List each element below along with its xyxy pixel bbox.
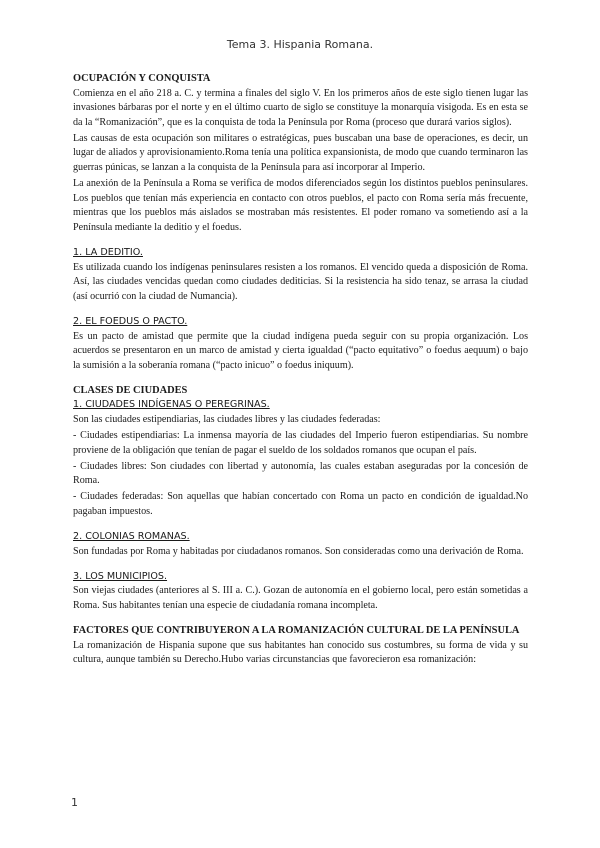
- paragraph: Comienza en el año 218 a. C. y termina a finales del siglo V. En los primeros años de este siglo tienen lugar las invasiones bárbaras por el norte y en el último cuarto de siglo se constituye la monarquía visigoda. Es en esta se da la “Romanización”, que es la conquista de toda la Península por Roma (proceso que durará varios siglos).: [73, 87, 528, 128]
- page-number: 1: [71, 796, 78, 809]
- paragraph: Son fundadas por Roma y habitadas por ciudadanos romanos. Son consideradas como una derivación de Roma.: [73, 545, 524, 557]
- subhead-municipios: 3. LOS MUNICIPIOS.: [73, 570, 168, 582]
- paragraph: La romanización de Hispania supone que sus habitantes han conocido sus costumbres, su forma de vida y su cultura, aunque también su Derecho.Hubo varias circunstancias que favorecieron esa romanización:: [73, 639, 528, 666]
- list-item: - Ciudades libres: Son ciudades con libertad y autonomía, las cuales estaban aseguradas por la concesión de Roma.: [73, 460, 528, 487]
- subhead-indigenas: 1. CIUDADES INDÍGENAS O PEREGRINAS.: [73, 399, 270, 411]
- subhead-foedus: 2. EL FOEDUS O PACTO.: [73, 315, 188, 327]
- paragraph: Es un pacto de amistad que permite que la ciudad indígena pueda seguir con su propia organización. Los acuerdos se presentaron en un marco de amistad y cierta igualdad (“pacto equitativo” o foedus aequum) o bajo la sumisión a la soberanía romana (“pacto inicuo” o foedus iniquum).: [73, 330, 528, 371]
- paragraph: Las causas de esta ocupación son militares o estratégicas, pues buscaban una base de operaciones, es decir, un lugar de aliados y aprovisionamiento.Roma tenía una política expansionista, de modo que cuando terminaron las guerras púnicas, se lanzan a la conquista de la Península para así incorporar al Imperio.: [73, 132, 528, 174]
- section-title-factores: FACTORES QUE CONTRIBUYERON A LA ROMANIZACIÓN CULTURAL DE LA PENÍNSULA: [73, 625, 520, 637]
- paragraph: Es utilizada cuando los indígenas peninsulares resisten a los romanos. El vencido queda a disposición de Roma. Así, las ciudades vencidas quedan como ciudades dediticias. Si la resistencia ha sido tenaz, se arrasa la ciudad (así ocurrió con la ciudad de Numancia).: [73, 261, 528, 302]
- paragraph: La anexión de la Península a Roma se verifica de modos diferenciados según los distintos pueblos peninsulares. Los pueblos que tenían más experiencia en contacto con otros pueblos, el pacto con Roma sería más frecuente, mientras que los pueblos más aislados se mostraban más resistentes. El poder romano va sometiendo así a la Península mediante la deditio y el foedus.: [73, 178, 528, 233]
- subhead-colonias: 2. COLONIAS ROMANAS.: [73, 531, 190, 543]
- paragraph: Son viejas ciudades (anteriores al S. III a. C.). Gozan de autonomía en el gobierno local, pero están sometidas a Roma. Sus habitantes tenían una especie de ciudadanía romana incompleta.: [73, 585, 528, 611]
- list-item: - Ciudades federadas: Son aquellas que habían concertado con Roma un pacto en condición de igualdad.No pagaban impuestos.: [73, 491, 528, 518]
- section-title-ocupacion: OCUPACIÓN Y CONQUISTA: [73, 73, 211, 84]
- list-item: - Ciudades estipendiarias: La inmensa mayoría de las ciudades del Imperio fueron estipendiarias. Su nombre proviene de la obligación que tenían de pagar el sueldo de los soldados romanos que ocupan el país.: [73, 430, 528, 456]
- document-body: [73, 72, 528, 669]
- subhead-deditio: 1. LA DEDITIO.: [73, 247, 143, 259]
- paragraph: Son las ciudades estipendiarias, las ciudades libres y las ciudades federadas:: [73, 413, 381, 425]
- page-header: Tema 3. Hispania Romana.: [226, 38, 374, 51]
- section-title-clases: CLASES DE CIUDADES: [73, 384, 188, 396]
